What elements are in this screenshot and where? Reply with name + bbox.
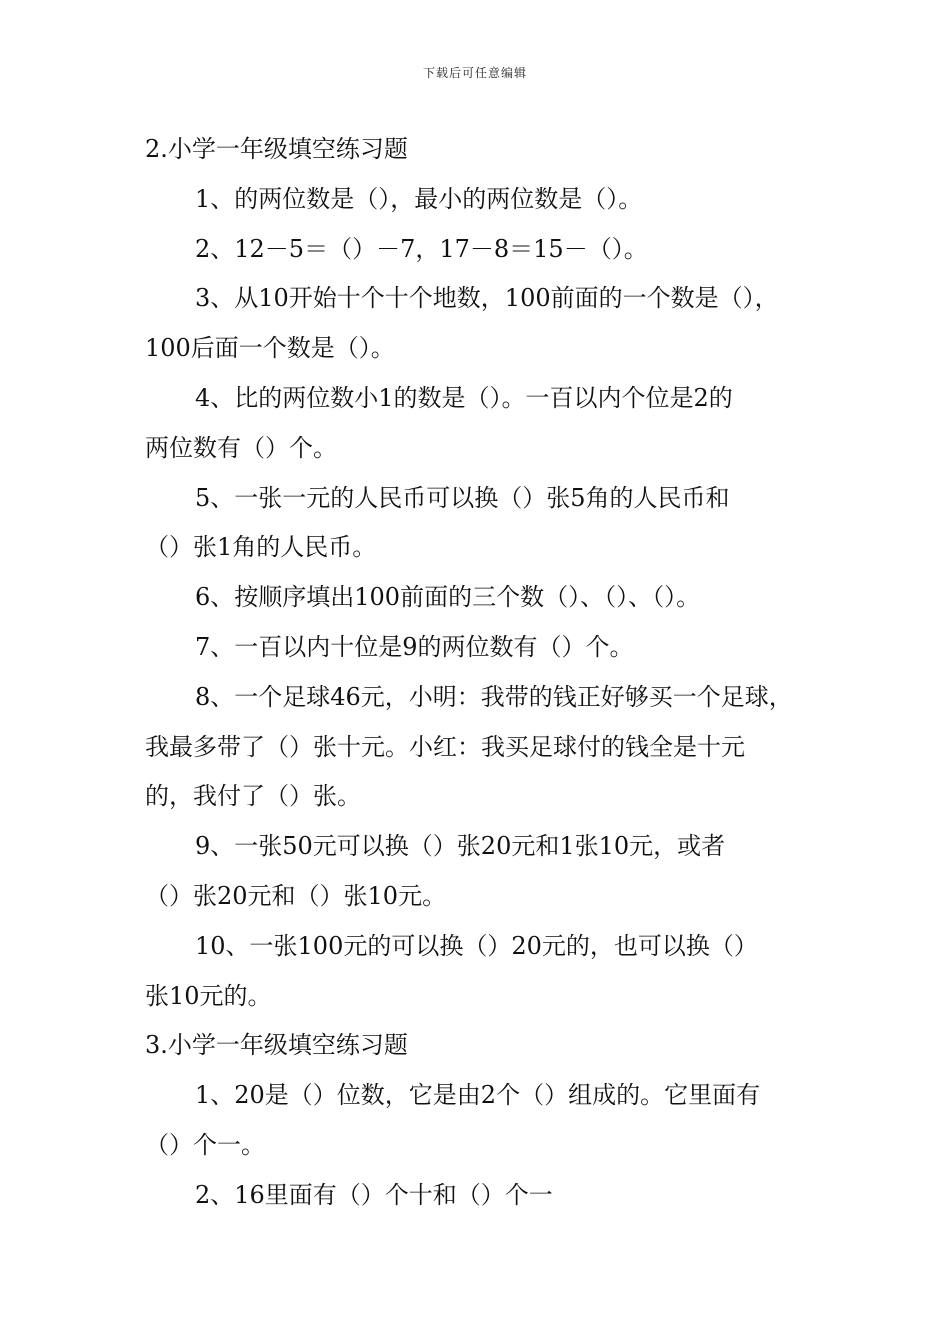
question-line: 8、一个足球46元，小明：我带的钱正好够买一个足球，: [195, 682, 793, 711]
question-line: 2、16里面有（）个十和（）个一: [195, 1180, 553, 1209]
question-line: 7、一百以内十位是9的两位数有（）个。: [195, 632, 634, 661]
question-line-continued: 两位数有（）个。: [145, 433, 337, 462]
question-line-continued: （）张1角的人民币。: [145, 533, 377, 562]
question-line-continued: 我最多带了（）张十元。小红：我买足球付的钱全是十元: [145, 732, 745, 761]
question-line: 1、的两位数是（），最小的两位数是（）。: [195, 184, 643, 213]
question-line: 10、一张100元的可以换（）20元的，也可以换（）: [195, 931, 758, 960]
section-title: 3.小学一年级填空练习题: [145, 1031, 408, 1060]
question-line: 2、12－5＝（）－7，17－8＝15－（）。: [195, 234, 648, 263]
question-line: 6、按顺序填出100前面的三个数（）、（）、（）。: [195, 583, 701, 612]
question-line: 5、一张一元的人民币可以换（）张5角的人民币和: [195, 483, 730, 512]
question-line-continued: 的，我付了（）张。: [145, 782, 361, 811]
section-title: 2.小学一年级填空练习题: [145, 135, 408, 163]
question-line: 3、从10开始十个十个地数，100前面的一个数是（），: [195, 284, 779, 313]
question-line: 4、比的两位数小1的数是（）。一百以内个位是2的: [195, 383, 733, 412]
question-line: 9、一张50元可以换（）张20元和1张10元，或者: [195, 832, 726, 861]
question-line: 1、20是（）位数，它是由2个（）组成的。它里面有: [195, 1081, 761, 1110]
question-line-continued: 100后面一个数是（）。: [145, 334, 395, 363]
question-line-continued: （）个一。: [145, 1130, 265, 1159]
page-header: 下载后可任意编辑: [422, 66, 527, 80]
question-line-continued: （）张20元和（）张10元。: [145, 881, 447, 910]
question-line-continued: 张10元的。: [145, 981, 272, 1010]
document-body: [145, 125, 835, 1221]
